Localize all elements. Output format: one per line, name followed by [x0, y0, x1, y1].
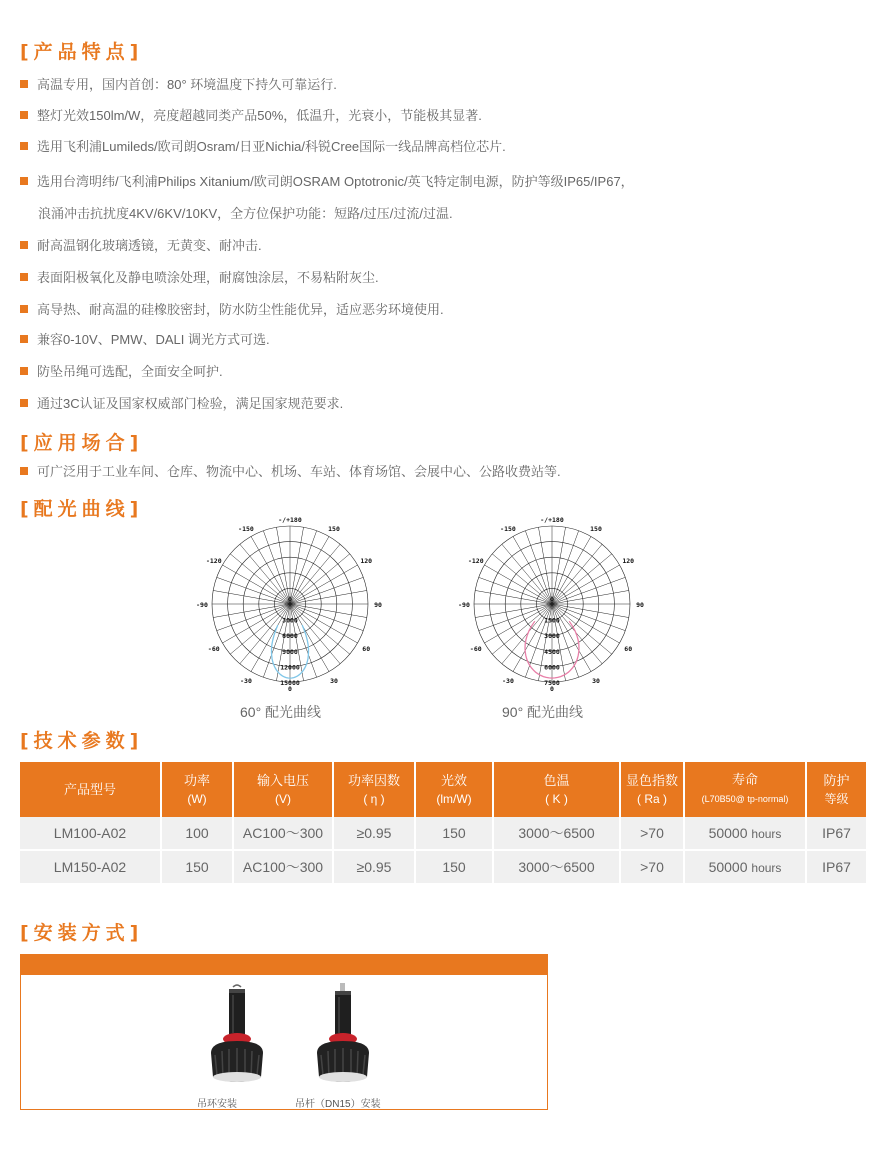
polar-caption-60: 60° 配光曲线 — [240, 704, 322, 720]
header-model: 产品型号 — [20, 762, 161, 817]
feature-item: 选用飞利浦Lumileds/欧司朗Osram/日亚Nichia/科锐Cree国际一线品牌高档位芯片. — [20, 138, 506, 156]
polar-angle-label: 30 — [592, 677, 600, 686]
polar-angle-label: -120 — [205, 557, 222, 565]
polar-angle-label: 120 — [622, 557, 635, 565]
install-option-rod: 吊杆（DN15）安装 — [295, 1099, 381, 1110]
polar-radial-label: 6000 — [544, 663, 560, 672]
polar-radial-label: 15000 — [280, 679, 300, 687]
polar-angle-label: 120 — [360, 557, 373, 565]
table-row — [20, 850, 866, 883]
section-title-features: [产品特点] — [20, 41, 144, 63]
bullet-square-icon — [20, 305, 28, 313]
polar-angle-label: -30 — [502, 677, 514, 686]
cell-cri: >70 — [620, 850, 684, 883]
header-efficacy: 光效 (lm/W) — [415, 762, 493, 817]
polar-radial-label: 4500 — [544, 647, 560, 656]
cell-life: 50000 hours — [684, 817, 806, 850]
cell-model: LM100-A02 — [20, 817, 161, 850]
polar-angle-label: -/+180 — [540, 516, 564, 524]
polar-angle-label: 60 — [362, 645, 371, 653]
cell-pf: ≥0.95 — [333, 850, 415, 883]
header-ip: 防护 等级 — [806, 762, 866, 817]
polar-angle-label: -90 — [196, 601, 208, 609]
header-cri: 显色指数 ( Ra ) — [620, 762, 684, 817]
polar-radial-label: 6000 — [282, 632, 298, 641]
polar-angle-label: 30 — [330, 677, 338, 686]
polar-radial-label: 12000 — [280, 663, 300, 672]
spec-table — [20, 762, 866, 883]
bullet-square-icon — [20, 273, 28, 281]
cell-power: 100 — [161, 817, 233, 850]
polar-chart-svg — [452, 512, 652, 697]
ring-hook-lamp-icon — [207, 983, 267, 1095]
polar-radial-label: 3000 — [544, 632, 560, 641]
installation-header-bar — [21, 955, 547, 975]
bullet-square-icon — [20, 111, 28, 119]
feature-item: 高导热、耐高温的硅橡胶密封，防水防尘性能优异，适应恶劣环境使用. — [20, 301, 444, 319]
cell-efficacy: 150 — [415, 817, 493, 850]
header-cct: 色温 ( K ) — [493, 762, 620, 817]
feature-item: 整灯光效150lm/W，亮度超越同类产品50%，低温升，光衰小，节能极其显著. — [20, 107, 482, 125]
bullet-square-icon — [20, 142, 28, 150]
polar-angle-label: 90 — [374, 601, 382, 609]
feature-item: 高温专用，国内首创：80° 环境温度下持久可靠运行. — [20, 76, 337, 94]
polar-chart-svg — [190, 512, 390, 697]
feature-item: 兼容0-10V、PMW、DALI 调光方式可选. — [20, 331, 270, 349]
polar-angle-label: 150 — [590, 524, 602, 533]
bullet-square-icon — [20, 467, 28, 475]
table-header-row — [20, 762, 866, 817]
polar-radial-label: 0 — [550, 595, 554, 603]
polar-angle-label: -30 — [240, 677, 252, 686]
feature-item: 表面阳极氧化及静电喷涂处理，耐腐蚀涂层，不易粘附灰尘. — [20, 269, 379, 287]
polar-radial-label: 0 — [288, 595, 292, 603]
cell-voltage: AC100～300 — [233, 850, 333, 883]
polar-angle-label: -150 — [238, 524, 254, 533]
polar-angle-label: -90 — [458, 601, 470, 609]
table-row — [20, 817, 866, 850]
polar-radial-label: 1500 — [544, 616, 560, 625]
section-title-installation: [安装方式] — [20, 922, 144, 944]
polar-angle-label: 150 — [328, 524, 340, 533]
cell-cct: 3000～6500 — [493, 817, 620, 850]
polar-angle-label: 90 — [636, 601, 644, 609]
install-option-ring: 吊环安装 — [197, 1099, 237, 1110]
cell-efficacy: 150 — [415, 850, 493, 883]
polar-chart-60 — [190, 512, 390, 702]
polar-angle-label: 0 — [550, 685, 554, 693]
cell-model: LM150-A02 — [20, 850, 161, 883]
header-pf: 功率因数 ( η ) — [333, 762, 415, 817]
polar-angle-label: -60 — [207, 645, 220, 653]
cell-cct: 3000～6500 — [493, 850, 620, 883]
installation-panel — [20, 954, 548, 1110]
polar-caption-90: 90° 配光曲线 — [502, 704, 584, 720]
cell-ip: IP67 — [806, 850, 866, 883]
section-title-light-curve: [配光曲线] — [20, 498, 144, 520]
feature-item: 耐高温钢化玻璃透镜，无黄变、耐冲击. — [20, 237, 262, 255]
pendant-rod-lamp-icon — [313, 983, 373, 1095]
polar-angle-label: -150 — [500, 524, 516, 533]
polar-angle-label: -120 — [467, 557, 484, 565]
cell-pf: ≥0.95 — [333, 817, 415, 850]
feature-item: 防坠吊绳可选配，全面安全呵护. — [20, 363, 223, 381]
feature-item: 通过3C认证及国家权威部门检验，满足国家规范要求. — [20, 395, 343, 413]
polar-angle-label: 0 — [288, 685, 292, 693]
polar-angle-label: -/+180 — [278, 516, 302, 524]
polar-angle-label: -60 — [469, 645, 482, 653]
application-item: 可广泛用于工业车间、仓库、物流中心、机场、车站、体育场馆、会展中心、公路收费站等. — [20, 463, 561, 481]
polar-chart-90 — [452, 512, 652, 702]
polar-radial-label: 3000 — [282, 616, 298, 625]
header-voltage: 输入电压 (V) — [233, 762, 333, 817]
feature-continuation: 浪涌冲击抗扰度4KV/6KV/10KV，全方位保护功能：短路/过压/过流/过温. — [38, 206, 453, 221]
bullet-square-icon — [20, 335, 28, 343]
cell-cri: >70 — [620, 817, 684, 850]
polar-radial-label: 9000 — [282, 647, 298, 656]
feature-item: 选用台湾明纬/飞利浦Philips Xitanium/欧司朗OSRAM Optotronic/英飞特定制电源，防护等级IP65/IP67， — [20, 173, 634, 191]
bullet-square-icon — [20, 399, 28, 407]
bullet-square-icon — [20, 177, 28, 185]
cell-power: 150 — [161, 850, 233, 883]
section-title-tech-params: [技术参数] — [20, 730, 144, 752]
polar-radial-label: 7500 — [544, 679, 560, 687]
cell-voltage: AC100～300 — [233, 817, 333, 850]
cell-life: 50000 hours — [684, 850, 806, 883]
cell-ip: IP67 — [806, 817, 866, 850]
header-life: 寿命 (L70B50@ tp-normal) — [684, 762, 806, 817]
header-power: 功率 (W) — [161, 762, 233, 817]
bullet-square-icon — [20, 367, 28, 375]
bullet-square-icon — [20, 80, 28, 88]
polar-angle-label: 60 — [624, 645, 633, 653]
section-title-applications: [应用场合] — [20, 432, 144, 454]
bullet-square-icon — [20, 241, 28, 249]
